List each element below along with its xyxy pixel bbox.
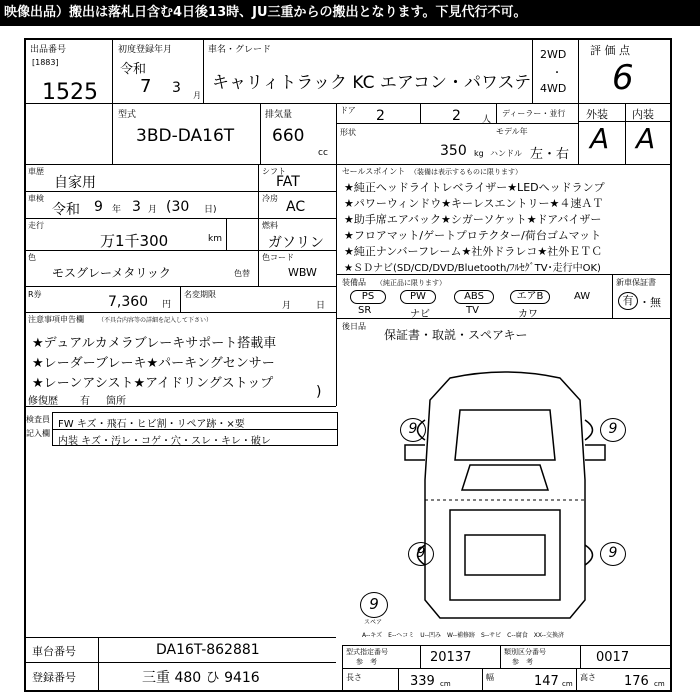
shift-value: FAT (276, 174, 300, 190)
equip-airbag: エアB (510, 290, 550, 304)
car-diagram (380, 360, 630, 630)
post-items-value: 保証書・取説・スペアキー (384, 328, 528, 342)
spare-label: スペア (364, 619, 383, 626)
fuel-label: 燃料 (262, 221, 278, 230)
tire-rear-left: 9 (408, 542, 434, 566)
ac-label: 冷房 (262, 194, 278, 203)
equip-abs: ABS (454, 290, 494, 304)
model-year-label: モデル年 (496, 127, 528, 136)
notes-label: 注意事項申告欄 (28, 315, 84, 324)
mileage-label: 走行 (28, 221, 44, 230)
notes-line-3: ★レーンアシスト★アイドリングストップ (32, 376, 274, 391)
car-name: キャリィトラック KC エアコン・パワステ (212, 73, 532, 93)
car-name-label: 車名・グレード (208, 45, 272, 55)
drive-dot: ・ (552, 68, 562, 79)
sales-point-6: ★ＳＤナビ(SD/CD/DVD/Bluetooth/ﾌﾙｾｸﾞTV･走行中OK) (344, 263, 601, 274)
inspection-day: (30 (166, 199, 190, 215)
interior-value: A (636, 122, 656, 155)
width-value: 147 (534, 674, 559, 689)
notes-sub: （不具合内容等の詳細を記入して下さい） (98, 317, 213, 324)
lot-label: 出品番号 (30, 45, 67, 55)
rear-right-wheel-arch (585, 545, 593, 565)
sales-point-5: ★純正ナンバーフレーム★社外ドラレコ★社外ＥＴＣ (344, 245, 603, 258)
width-unit: cm (562, 680, 573, 688)
name-change-day: 日 (316, 301, 326, 311)
post-items-label: 後日品 (342, 322, 366, 331)
lot-number: 1525 (42, 80, 98, 105)
displacement-unit: cc (318, 148, 328, 158)
chassis-label: 車台番号 (32, 645, 76, 658)
sales-point-2: ★パワーウィンドウ★キーレスエントリー★４速ＡＴ (344, 197, 604, 210)
cab-roof (455, 410, 555, 460)
inspector-line-1: FW キズ・飛石・ヒビ割・リペア跡・×要 (58, 419, 245, 430)
tire-front-right: 9 (600, 418, 626, 442)
equip-tv: TV (466, 305, 479, 316)
name-change-month: 月 (282, 301, 292, 311)
sales-points-label: セールスポイント (342, 167, 406, 176)
repair-unit: 箇所 (106, 396, 126, 407)
recycle-label: R券 (28, 290, 42, 299)
drive-4wd: 4WD (540, 82, 567, 95)
inspection-year-unit: 年 (112, 205, 122, 215)
warranty-no: 無 (650, 296, 661, 309)
equipment-note: （純正品に限ります） (376, 279, 446, 287)
sales-point-1: ★純正ヘッドライトレベライザー★LEDヘッドランプ (344, 181, 605, 194)
seats-value: 2 (452, 108, 461, 124)
inspection-label: 車検 (28, 194, 44, 203)
inspection-year: 9 (94, 199, 103, 215)
warranty-yes: 有 (618, 292, 638, 310)
tire-front-left: 9 (400, 418, 426, 442)
ac-value: AC (286, 199, 306, 215)
registration-month: 3 (172, 80, 181, 96)
inspection-month: 3 (132, 199, 141, 215)
equip-leather: カワ (518, 309, 538, 320)
name-change-label: 名変期限 (184, 290, 216, 299)
tire-rear-right: 9 (600, 542, 626, 566)
interior-label: 内装 (632, 108, 654, 121)
registration-era: 令和 (120, 62, 147, 77)
category-value: 0017 (596, 650, 630, 665)
car-outline (425, 372, 585, 618)
equipment-label: 装備品 (342, 278, 366, 287)
auction-banner: 映像出品）搬出は落札日含む4日後13時、JU三重からの搬出となります。下見代行不可。 (0, 0, 700, 26)
height-label: 高さ (580, 673, 596, 682)
registration-label: 初度登録年月 (118, 45, 173, 55)
color-change-label: 色替 (234, 269, 250, 278)
length-unit: cm (440, 680, 451, 688)
drive-2wd: 2WD (540, 48, 567, 61)
height-unit: cm (654, 680, 665, 688)
inspection-month-unit: 月 (148, 205, 158, 215)
sales-point-3: ★助手席エアバック★シガーソケット★ドアバイザー (344, 213, 602, 226)
repair-label: 修復歴 (28, 396, 58, 407)
ref-label-2: 参 考 (512, 658, 533, 666)
usage-value: 自家用 (54, 175, 96, 191)
registration-year: 7 (140, 76, 152, 97)
load-value: 350 (440, 143, 467, 159)
shape-label: 形状 (340, 128, 356, 137)
recycle-unit: 円 (162, 300, 172, 310)
equip-aw: AW (574, 291, 591, 302)
length-value: 339 (410, 674, 435, 689)
ref-label-1: 参 考 (356, 658, 377, 666)
color-value: モスグレーメタリック (52, 266, 171, 280)
inspector-label-1: 検査員 (26, 415, 50, 424)
tire-spare: 9 (360, 592, 388, 618)
equip-pw: PW (400, 290, 436, 304)
front-right-wheel-arch (585, 420, 593, 440)
category-label: 類別区分番号 (504, 648, 546, 656)
shift-label: シフト (262, 167, 286, 176)
doors-value: 2 (376, 108, 385, 124)
equip-sr: SR (358, 305, 372, 316)
handle-label: ハンドル (490, 149, 522, 158)
load-unit: kg (474, 149, 484, 158)
warranty-label: 新車保証書 (616, 278, 656, 287)
warranty-sep: ・ (639, 296, 650, 309)
left-mirror (405, 445, 425, 460)
bed-rear-gate (465, 535, 545, 575)
inspection-era: 令和 (52, 202, 80, 218)
color-code-label: 色コード (262, 253, 294, 262)
length-label: 長さ (346, 673, 362, 682)
score-label: 評 価 点 (590, 44, 630, 57)
color-label: 色 (28, 253, 36, 262)
inspector-label-2: 記入欄 (26, 429, 50, 438)
model-label: 型式 (118, 110, 137, 120)
notes-line-1: ★デュアルカメラブレーキサポート搭載車 (32, 336, 277, 351)
height-value: 176 (624, 674, 649, 689)
mileage-unit: km (208, 234, 222, 244)
repair-close: ) (316, 384, 322, 400)
damage-legend: A--キズ E--ヘコミ U--凹み W--補修跡 S--サビ C--腐食 XX--交換済 (362, 632, 564, 639)
type-designation-label: 型式指定番号 (346, 648, 388, 656)
seats-unit: 人 (482, 115, 492, 125)
sales-point-4: ★フロアマット/ゲートプロテクター/荷台ゴムマット (344, 229, 602, 242)
inspector-line-2: 内装 キズ・汚レ・コゲ・穴・スレ・キレ・破レ (58, 436, 271, 447)
right-mirror (585, 445, 605, 460)
recycle-value: 7,360 (108, 294, 149, 310)
doors-label: ドア (340, 106, 356, 115)
registration-month-unit: 月 (193, 91, 201, 100)
usage-label: 車歴 (28, 167, 44, 176)
cargo-bed (450, 510, 560, 600)
notes-line-2: ★レーダーブレーキ★パーキングセンサー (32, 356, 275, 371)
width-label: 幅 (486, 673, 494, 682)
exterior-value: A (590, 122, 610, 155)
color-code-value: WBW (288, 266, 317, 279)
lot-code: [1883] (32, 58, 59, 67)
plate-value: 三重 480 ひ 9416 (142, 670, 260, 686)
score-value: 6 (612, 58, 634, 98)
exterior-label: 外装 (586, 108, 608, 121)
model-value: 3BD-DA16T (136, 126, 235, 146)
handle-value: 左・右 (530, 147, 570, 162)
mileage-value: 万1千300 (100, 232, 169, 250)
type-designation-value: 20137 (430, 650, 472, 665)
equip-navi: ナビ (410, 309, 430, 320)
repair-value: 有 (80, 396, 90, 407)
fuel-value: ガソリン (268, 235, 324, 251)
equip-ps: PS (350, 290, 386, 304)
windshield (462, 465, 548, 490)
plate-label: 登録番号 (32, 671, 76, 684)
displacement-value: 660 (272, 126, 305, 146)
dealer-label: ディーラー・並行 (502, 109, 566, 118)
displacement-label: 排気量 (265, 110, 293, 120)
sales-points-note: （装備は表示するものに限ります） (410, 168, 522, 176)
inspection-day-unit: 日) (204, 205, 217, 215)
chassis-value: DA16T-862881 (156, 642, 260, 658)
